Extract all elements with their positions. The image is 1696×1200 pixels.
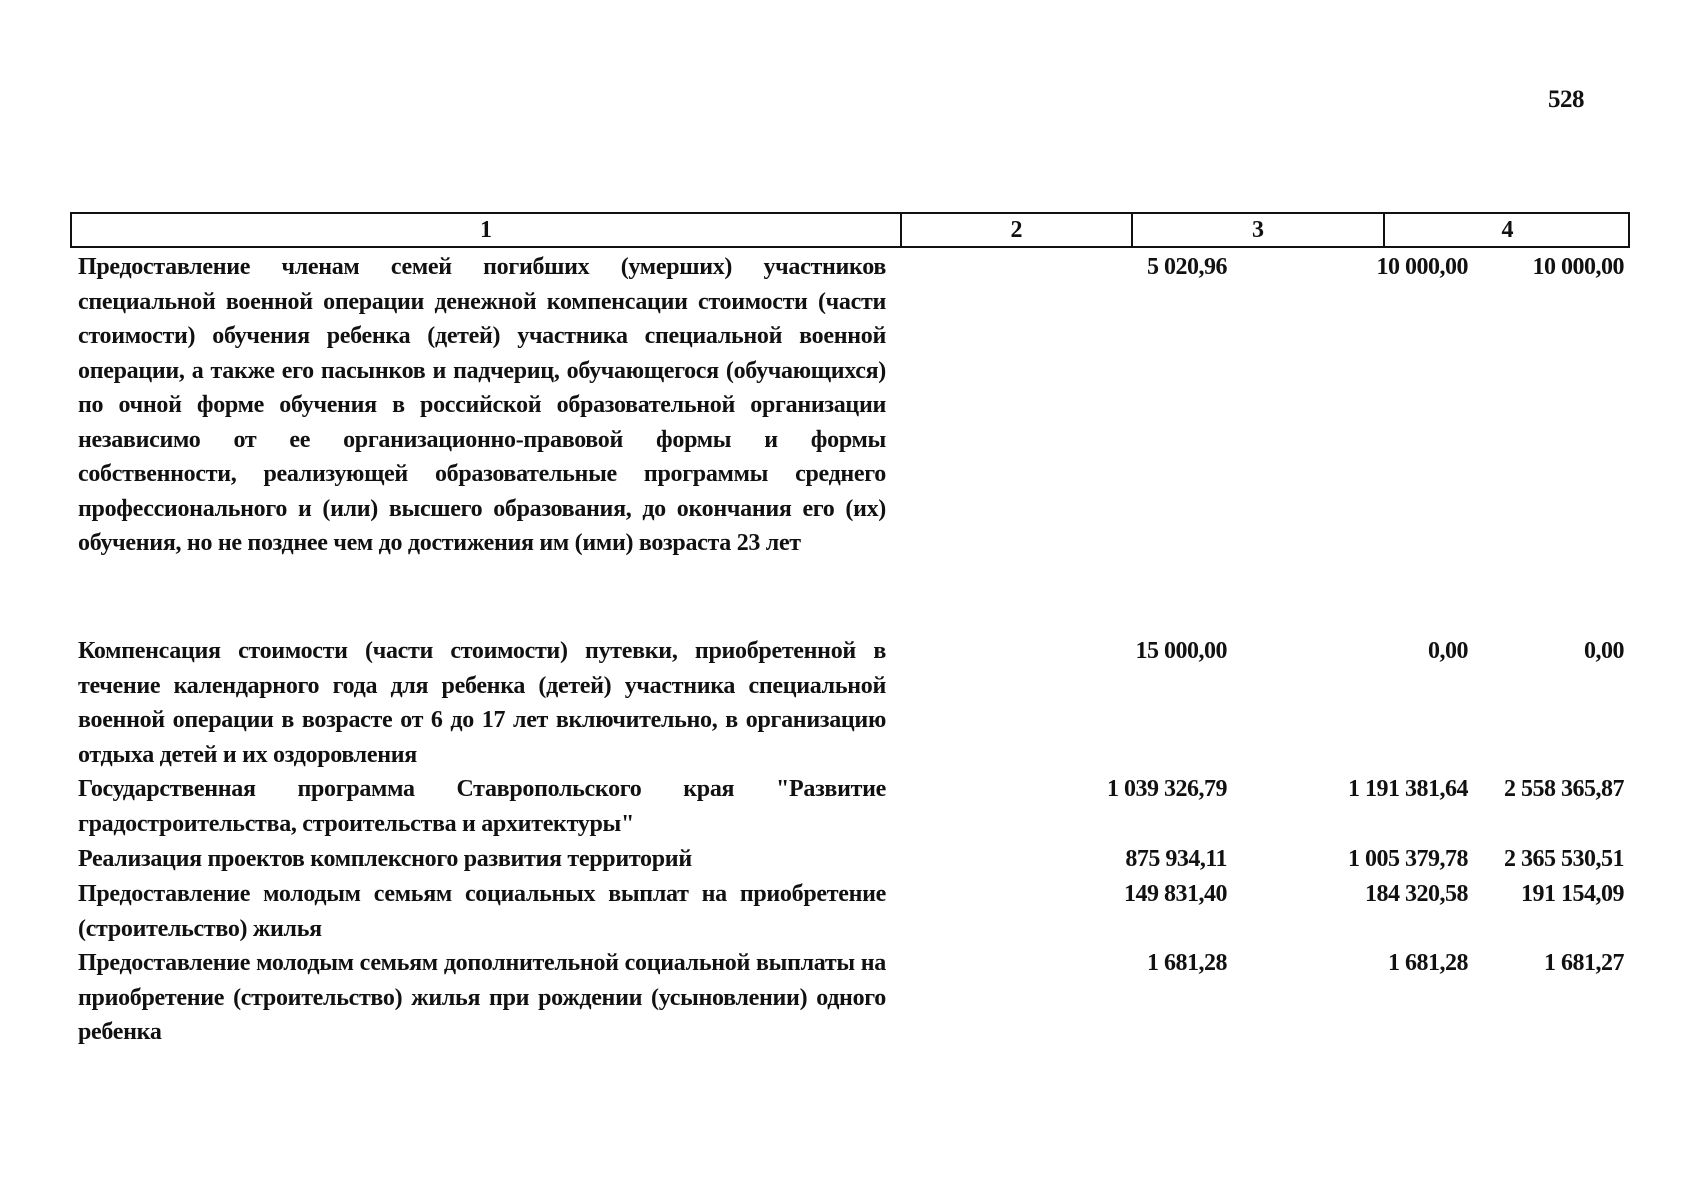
row-value-col2: 1 039 326,79: [1107, 776, 1227, 802]
row-description: Реализация проектов комплексного развития территорий: [78, 846, 692, 872]
row-value-col3: 184 320,58: [1365, 881, 1468, 907]
column-header-1: 1: [72, 214, 902, 246]
row-value-col4: 10 000,00: [1532, 254, 1624, 280]
row-description: Предоставление молодым семьям социальных выплат на приобретение (строительство) жилья: [78, 881, 886, 942]
row-value-col3: 10 000,00: [1376, 254, 1468, 280]
row-description: Государственная программа Ставропольского края "Развитие градостроительства, строительства и архитектуры": [78, 776, 886, 837]
row-description: Предоставление членам семей погибших (умерших) участников специальной военной операции денежной компенсации стоимости (части стоимости) обучения ребенка (детей) участника специальной военной операции, а также его пасынков и падчериц, обучающегося (обучающихся) по очной форме обучения в российской образовательной организации независимо от ее организационно-правовой формы и формы собственности, реализующей образовательные программы среднего профессионального и (или) высшего образования, до окончания его (их) обучения, но не позднее чем до достижения им (ими) возраста 23 лет: [78, 254, 886, 556]
page-number: 528: [1548, 86, 1584, 113]
column-header-4: 4: [1501, 216, 1514, 243]
row-value-col3: 1 005 379,78: [1348, 846, 1468, 872]
row-description: Предоставление молодым семьям дополнительной социальной выплаты на приобретение (строительство) жилья при рождении (усыновлении) одного ребенка: [78, 950, 886, 1045]
row-value-col4: 1 681,27: [1544, 950, 1624, 976]
row-value-col2: 1 681,28: [1147, 950, 1227, 976]
row-value-col4: 2 558 365,87: [1504, 776, 1624, 802]
row-description: Компенсация стоимости (части стоимости) путевки, приобретенной в течение календарного года для ребенка (детей) участника специальной военной операции в возрасте от 6 до 17 лет включительно, в организацию отдыха детей и их оздоровления: [78, 638, 886, 768]
row-value-col2: 875 934,11: [1125, 846, 1227, 872]
row-value-col4: 2 365 530,51: [1504, 846, 1624, 872]
column-header-3: 3: [1133, 214, 1385, 246]
column-header-2: 2: [902, 214, 1133, 246]
row-value-col2: 5 020,96: [1147, 254, 1227, 280]
row-value-col3: 1 191 381,64: [1348, 776, 1468, 802]
row-value-col4: 191 154,09: [1521, 881, 1624, 907]
row-value-col2: 149 831,40: [1124, 881, 1227, 907]
row-value-col2: 15 000,00: [1135, 638, 1227, 664]
row-value-col3: 1 681,28: [1388, 950, 1468, 976]
row-value-col4: 0,00: [1584, 638, 1624, 664]
row-value-col3: 0,00: [1428, 638, 1468, 664]
table-header: [70, 212, 1630, 248]
